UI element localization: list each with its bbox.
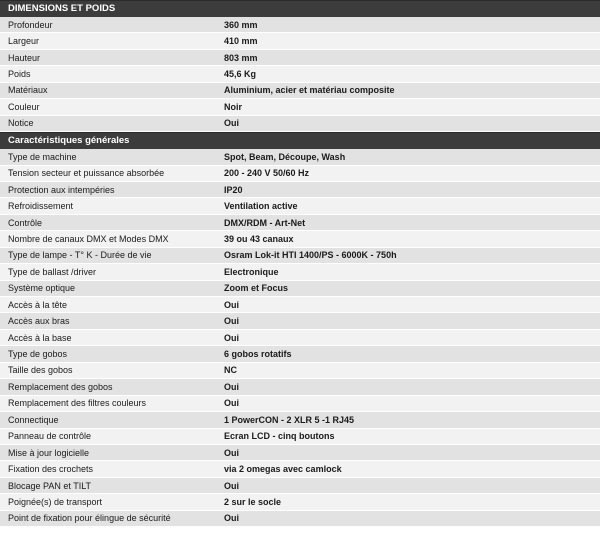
spec-label: Tension secteur et puissance absorbée bbox=[8, 168, 165, 179]
spec-row bbox=[0, 50, 600, 66]
spec-row bbox=[0, 182, 600, 198]
spec-value: Osram Lok-it HTI 1400/PS - 6000K - 750h bbox=[224, 250, 397, 261]
spec-value: Electronique bbox=[224, 266, 279, 277]
spec-label: Accès aux bras bbox=[8, 316, 70, 327]
spec-row bbox=[0, 494, 600, 510]
spec-row bbox=[0, 166, 600, 182]
spec-label: Remplacement des filtres couleurs bbox=[8, 398, 147, 409]
spec-row bbox=[0, 231, 600, 247]
section-header: DIMENSIONS ET POIDS bbox=[0, 0, 600, 17]
spec-label: Hauteur bbox=[8, 52, 41, 63]
spec-row bbox=[0, 99, 600, 115]
spec-label: Type de gobos bbox=[8, 349, 68, 360]
spec-value: Oui bbox=[224, 381, 239, 392]
spec-row bbox=[0, 412, 600, 428]
spec-value: 1 PowerCON - 2 XLR 5 -1 RJ45 bbox=[224, 414, 355, 425]
spec-label: Remplacement des gobos bbox=[8, 381, 113, 392]
spec-row bbox=[0, 396, 600, 412]
spec-row bbox=[0, 83, 600, 99]
spec-value: Ecran LCD - cinq boutons bbox=[224, 431, 335, 442]
spec-value: Spot, Beam, Découpe, Wash bbox=[224, 151, 346, 162]
spec-label: Poids bbox=[8, 69, 31, 80]
spec-row bbox=[0, 17, 600, 33]
spec-row bbox=[0, 363, 600, 379]
spec-label: Blocage PAN et TILT bbox=[8, 480, 92, 491]
spec-value: Oui bbox=[224, 480, 239, 491]
spec-label: Type de machine bbox=[8, 151, 77, 162]
spec-label: Mise à jour logicielle bbox=[8, 447, 90, 458]
spec-value: Aluminium, acier et matériau composite bbox=[224, 85, 395, 96]
spec-label: Matériaux bbox=[8, 85, 48, 96]
spec-label: Type de lampe - T° K - Durée de vie bbox=[8, 250, 152, 261]
spec-label: Largeur bbox=[8, 36, 40, 47]
spec-label: Couleur bbox=[8, 101, 40, 112]
spec-value: Oui bbox=[224, 316, 239, 327]
spec-value: 2 sur le socle bbox=[224, 496, 282, 507]
spec-row bbox=[0, 461, 600, 477]
spec-row bbox=[0, 264, 600, 280]
spec-value: Oui bbox=[224, 332, 239, 343]
spec-value: Oui bbox=[224, 398, 239, 409]
spec-row bbox=[0, 198, 600, 214]
spec-row bbox=[0, 281, 600, 297]
spec-row bbox=[0, 66, 600, 82]
spec-row bbox=[0, 297, 600, 313]
spec-label: Notice bbox=[8, 118, 34, 129]
spec-label: Fixation des crochets bbox=[8, 464, 94, 475]
spec-row bbox=[0, 429, 600, 445]
spec-label: Panneau de contrôle bbox=[8, 431, 92, 442]
spec-value: DMX/RDM - Art-Net bbox=[224, 217, 306, 228]
spec-value: Noir bbox=[224, 101, 242, 112]
section-header: Caractéristiques générales bbox=[0, 132, 600, 149]
spec-value: NC bbox=[224, 365, 237, 376]
spec-label: Taille des gobos bbox=[8, 365, 73, 376]
spec-value: Oui bbox=[224, 299, 239, 310]
spec-label: Accès à la base bbox=[8, 332, 72, 343]
spec-value: Ventilation active bbox=[224, 201, 298, 212]
spec-value: Oui bbox=[224, 513, 239, 524]
spec-value: Oui bbox=[224, 447, 239, 458]
spec-label: Contrôle bbox=[8, 217, 43, 228]
spec-row bbox=[0, 215, 600, 231]
spec-label: Type de ballast /driver bbox=[8, 266, 97, 277]
spec-label: Système optique bbox=[8, 283, 76, 294]
spec-value: 200 - 240 V 50/60 Hz bbox=[224, 168, 310, 179]
spec-row bbox=[0, 330, 600, 346]
spec-row bbox=[0, 379, 600, 395]
spec-label: Refroidissement bbox=[8, 201, 74, 212]
spec-label: Nombre de canaux DMX et Modes DMX bbox=[8, 233, 169, 244]
spec-label: Point de fixation pour élingue de sécurité bbox=[8, 513, 171, 524]
spec-row bbox=[0, 478, 600, 494]
spec-value: 39 ou 43 canaux bbox=[224, 233, 294, 244]
spec-value: 45,6 Kg bbox=[224, 69, 257, 80]
spec-value: 6 gobos rotatifs bbox=[224, 349, 292, 360]
spec-label: Protection aux intempéries bbox=[8, 184, 115, 195]
spec-row bbox=[0, 149, 600, 165]
spec-row bbox=[0, 313, 600, 329]
spec-row bbox=[0, 346, 600, 362]
spec-value: 803 mm bbox=[224, 52, 258, 63]
spec-row bbox=[0, 511, 600, 527]
spec-row bbox=[0, 116, 600, 132]
spec-label: Accès à la tête bbox=[8, 299, 68, 310]
spec-value: Zoom et Focus bbox=[224, 283, 289, 294]
spec-value: via 2 omegas avec camlock bbox=[224, 464, 342, 475]
spec-row bbox=[0, 248, 600, 264]
spec-value: 360 mm bbox=[224, 19, 258, 30]
spec-label: Connectique bbox=[8, 414, 59, 425]
spec-value: Oui bbox=[224, 118, 239, 129]
spec-value: IP20 bbox=[224, 184, 243, 195]
spec-row bbox=[0, 33, 600, 49]
spec-label: Poignée(s) de transport bbox=[8, 496, 103, 507]
spec-label: Profondeur bbox=[8, 19, 53, 30]
spec-row bbox=[0, 445, 600, 461]
spec-value: 410 mm bbox=[224, 36, 258, 47]
